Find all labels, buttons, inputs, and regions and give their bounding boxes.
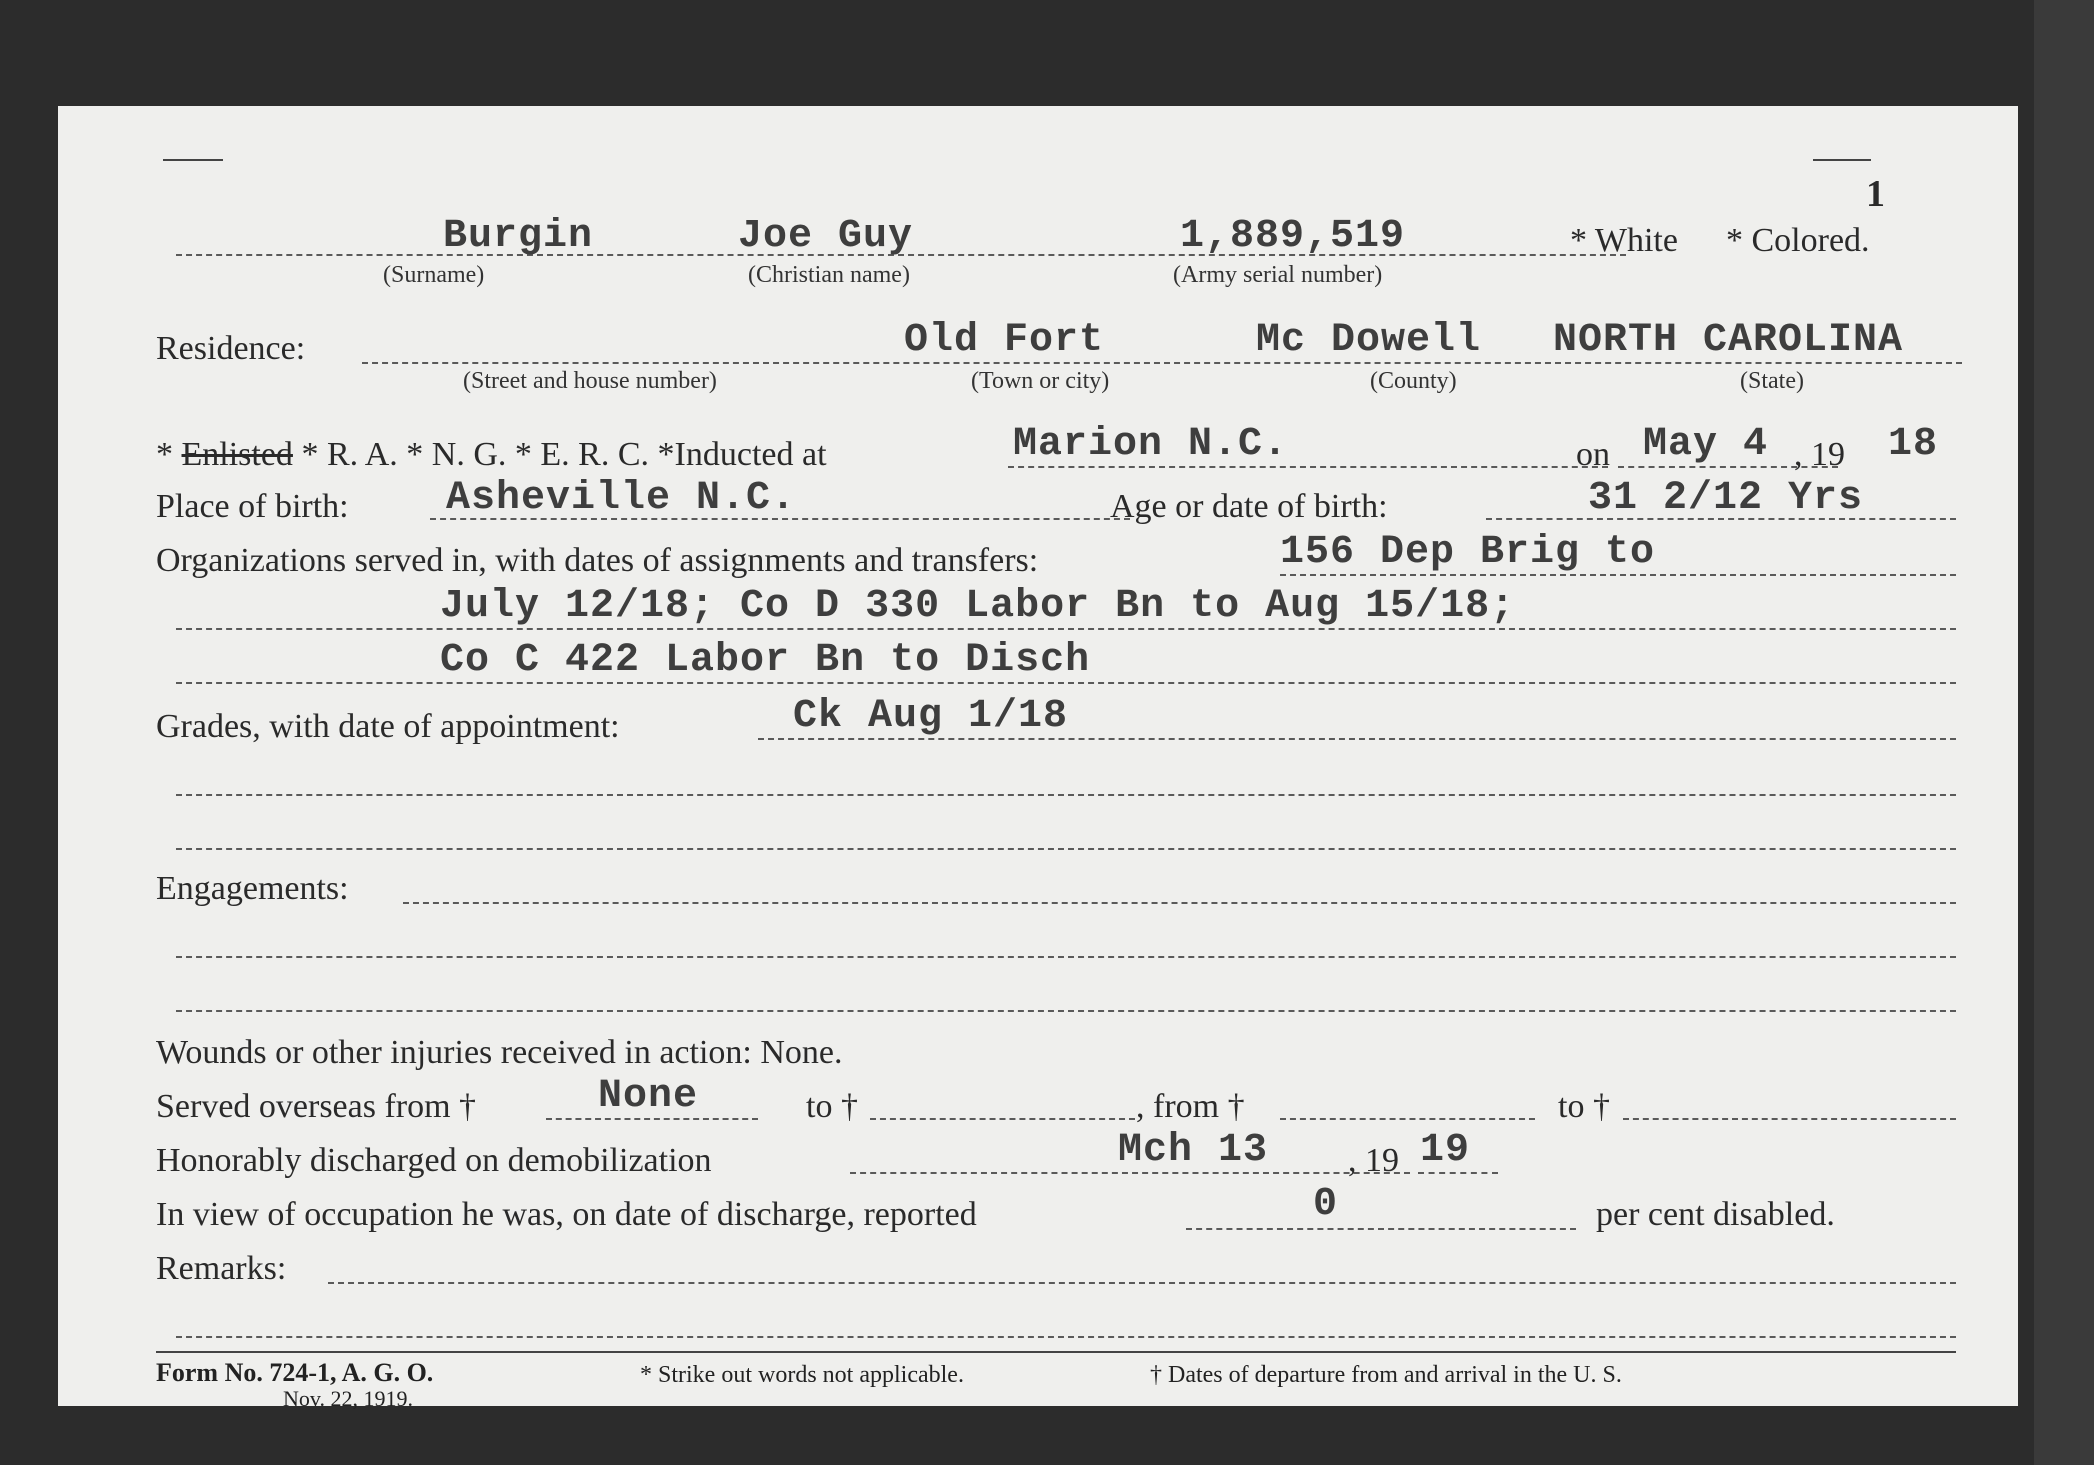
enlisted-struck: Enlisted [181,436,293,473]
form-number: Form No. 724-1, A. G. O. [156,1358,434,1387]
overseas-label: Served overseas from † [156,1088,477,1125]
remarks-label: Remarks: [156,1250,287,1287]
card-number: 1 [1866,173,1885,215]
christian-name-caption: (Christian name) [748,262,910,288]
induction-year: 18 [1888,422,1939,467]
orgs-value-3: Co C 422 Labor Bn to Disch [440,638,1091,683]
remarks-line-2 [176,1336,1956,1338]
top-left-mark [163,159,223,161]
overseas-to2-line [1623,1118,1956,1120]
discharge-label: Honorably discharged on demobilization [156,1142,712,1179]
overseas-from2-label: , from † [1136,1088,1245,1125]
grades-label: Grades, with date of appointment: [156,708,620,745]
grades-value: Ck Aug 1/18 [793,694,1069,739]
on-label: on [1576,436,1610,473]
state-caption: (State) [1740,368,1804,394]
background-edge [2034,0,2094,1465]
christian-name-value: Joe Guy [738,214,914,259]
county-value: Mc Dowell [1256,318,1482,363]
engagements-line-3 [176,1010,1956,1012]
serial-caption: (Army serial number) [1173,262,1383,288]
induction-date: May 4 [1643,422,1769,467]
engagements-line-1 [403,902,1956,904]
surname-caption: (Surname) [383,262,485,288]
disability-suffix: per cent disabled. [1596,1196,1835,1233]
footer-rule [156,1351,1956,1353]
colored-label: * Colored. [1726,222,1870,259]
overseas-to-label: to † [806,1088,858,1125]
grades-line-2 [176,794,1956,796]
disability-value: 0 [1313,1182,1339,1227]
star: * [156,436,173,473]
orgs-value-1: 156 Dep Brig to [1280,530,1656,575]
place-of-birth-label: Place of birth: [156,488,349,525]
county-caption: (County) [1370,368,1457,394]
footer-note-strike: * Strike out words not applicable. [640,1362,964,1388]
overseas-to2-label: to † [1558,1088,1610,1125]
remarks-line-1 [328,1282,1956,1284]
engagements-line-2 [176,956,1956,958]
disability-label: In view of occupation he was, on date of discharge, reported [156,1196,977,1233]
form-date: Nov. 22, 1919. [283,1386,413,1411]
street-caption: (Street and house number) [463,368,717,394]
disability-line [1186,1228,1576,1230]
residence-label: Residence: [156,330,306,367]
engagements-label: Engagements: [156,870,349,907]
white-label: * White [1570,222,1678,259]
serial-number-value: 1,889,519 [1180,214,1406,259]
wounds-label: Wounds or other injuries received in action: None. [156,1034,843,1071]
discharge-year: 19 [1420,1128,1471,1173]
enlistment-line [156,436,827,474]
age-value: 31 2/12 Yrs [1588,476,1864,521]
discharge-year-prefix: , 19 [1348,1142,1399,1179]
town-caption: (Town or city) [971,368,1110,394]
inducted-at-value: Marion N.C. [1013,422,1289,467]
enlistment-types: * R. A. * N. G. * E. R. C. *Inducted at [301,436,827,473]
surname-value: Burgin [443,214,594,259]
overseas-from2-line [1280,1118,1535,1120]
orgs-value-2: July 12/18; Co D 330 Labor Bn to Aug 15/18; [440,584,1516,629]
year-prefix: , 19 [1794,436,1845,473]
town-value: Old Fort [904,318,1105,363]
footer-note-dates: † Dates of departure from and arrival in the U. S. [1150,1362,1622,1388]
overseas-to-line [870,1118,1135,1120]
grades-line-3 [176,848,1956,850]
top-right-mark [1813,159,1871,161]
place-of-birth-value: Asheville N.C. [446,476,797,521]
overseas-from-value: None [598,1074,699,1119]
discharge-date: Mch 13 [1118,1128,1269,1173]
age-label: Age or date of birth: [1110,488,1388,525]
state-value: NORTH CAROLINA [1553,318,1904,363]
organizations-label: Organizations served in, with dates of assignments and transfers: [156,542,1039,579]
service-record-card [58,106,2018,1411]
